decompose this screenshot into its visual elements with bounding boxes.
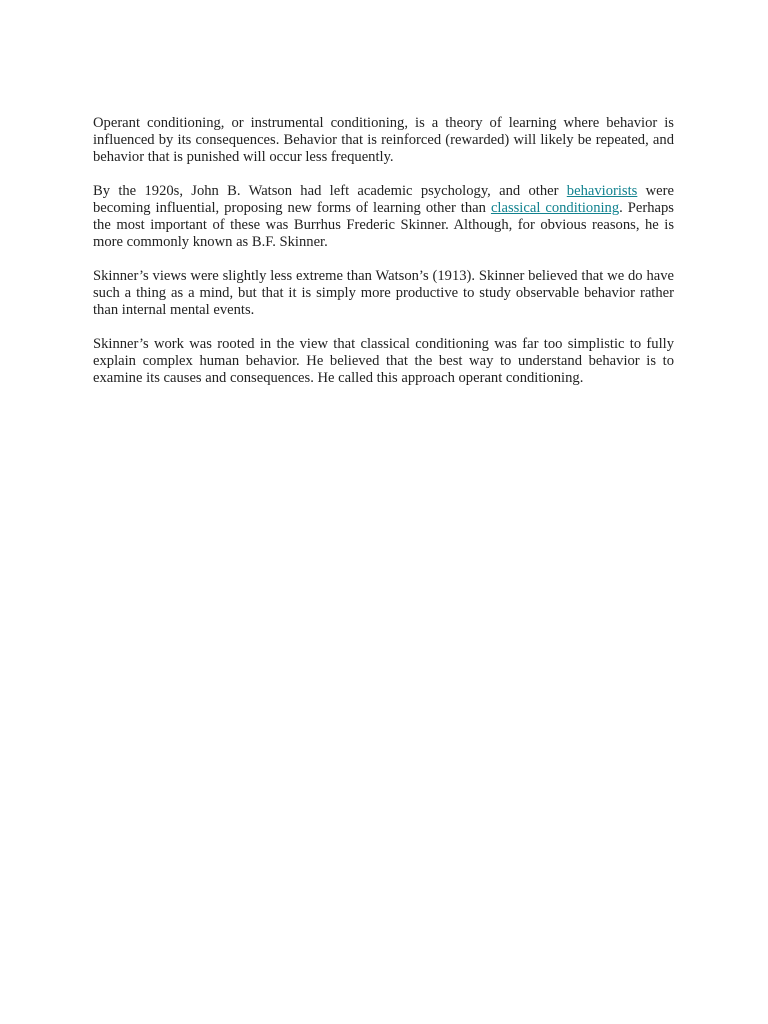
paragraph-watson-skinner [93,183,674,251]
paragraph-skinner-views: Skinner’s views were slightly less extreme than Watson’s (1913). Skinner believed that we do have such a thing as a mind, but that it is simply more productive to study observable behavior rather than internal mental events. [93,268,674,318]
paragraph-operant-definition: Operant conditioning, or instrumental conditioning, is a theory of learning where behavior is influenced by its consequences. Behavior that is reinforced (rewarded) will likely be repeated, and behavior that is punished will occur less frequently. [93,115,674,165]
paragraph-skinner-work: Skinner’s work was rooted in the view that classical conditioning was far too simplistic to fully explain complex human behavior. He believed that the best way to understand behavior is to examine its causes and consequences. He called this approach operant conditioning. [93,336,674,386]
link-behaviorists[interactable]: behaviorists [566,183,638,199]
paragraph-text-segment: By the 1920s, John B. Watson had left academic psychology, and other [93,183,567,199]
link-classical-conditioning[interactable]: classical conditioning [490,200,620,216]
document-body [93,115,674,404]
paragraph-text-segment: . Perhaps the most important of these was Burrhus Frederic Skinner. Although, for obvious reasons, he is more commonly known as B.F. Skinner. [93,200,674,250]
paragraph-text-segment: were becoming influential, proposing new forms of learning other than [93,183,674,216]
